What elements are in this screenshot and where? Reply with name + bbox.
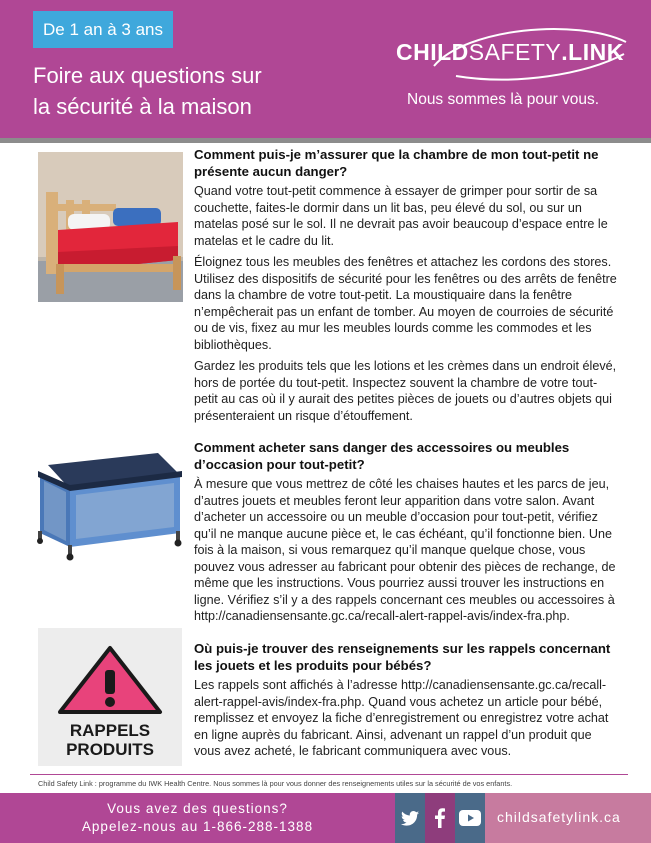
recall-label-line-2: PRODUITS bbox=[66, 740, 154, 759]
footer-note: Child Safety Link : programme du IWK Health Centre. Nous sommes là pour vous donner des renseignements utiles sur la sécurité de vos enfants. bbox=[38, 779, 513, 788]
contact-question: Vous avez des questions? bbox=[107, 801, 288, 816]
page-title-line-1: Foire aux questions sur bbox=[33, 63, 262, 88]
website-url[interactable]: childsafetylink.ca bbox=[497, 809, 621, 825]
logo-link: .LINK bbox=[561, 39, 624, 65]
section-paragraph: Éloignez tous les meubles des fenêtres et attachez les cordons des stores. Utilisez des dispositifs de sécurité pour les fenêtres ou des arrêts de fenêtre dans la chambre de votre tout-petit. La moustiquaire dans la fenêtre n’empêcherait pas un enfant de tomber. Au moyen de courroies de sécurité ou de vis, fixez au mur les meubles lourds comme les commodes et les bibliothèques. bbox=[194, 255, 617, 352]
youtube-icon bbox=[459, 810, 481, 826]
section-secondhand-furniture bbox=[194, 439, 619, 630]
logo-safety: SAFETY bbox=[468, 39, 562, 65]
product-recall-image bbox=[38, 628, 182, 766]
recall-label-line-1: RAPPELS bbox=[69, 721, 151, 740]
child-safety-link-logo bbox=[396, 34, 628, 80]
twitter-icon bbox=[401, 811, 419, 826]
section-paragraph: Quand votre tout-petit commence à essayer de grimper pour sortir de sa couchette, faites-le dormir dans un lit bas, peu élevé du sol, ou sur un matelas posé sur le sol. Il ne devrait pas avoir beaucoup d’espace entre le matelas et le cadre du lit. bbox=[194, 184, 608, 248]
page-header bbox=[0, 0, 651, 138]
facebook-link[interactable] bbox=[425, 793, 455, 843]
header-divider bbox=[0, 138, 651, 143]
page-title-line-2: la sécurité à la maison bbox=[33, 94, 252, 119]
section-paragraph: Les rappels sont affichés à l’adresse http://canadiensensante.gc.ca/recall-alert-rappel-avis/index-fra.php. Quand vous achetez un article pour bébé, remplissez et envoyez la fiche d’enregistrement ou enregistrez votre achat en ligne auprès du fabricant. Ainsi, advenant un rappel d’un produit que vous avez acheté, le fabricant communiquera avec vous. bbox=[194, 678, 609, 758]
youtube-link[interactable] bbox=[455, 793, 485, 843]
section-question: Comment puis-je m’assurer que la chambre de mon tout-petit ne présente aucun danger? bbox=[194, 147, 599, 179]
twitter-link[interactable] bbox=[395, 793, 425, 843]
logo-child: CHILD bbox=[396, 39, 469, 65]
contact-phone[interactable]: Appelez-nous au 1-866-288-1388 bbox=[81, 819, 314, 834]
logo-wordmark bbox=[396, 39, 624, 66]
section-paragraph: Gardez les produits tels que les lotions et les crèmes dans un endroit élevé, hors de portée du tout-petit. Inspectez souvent la chambre de votre tout-petit au cas où il y aurait des petites pièces de jouets ou d’autres objets qui présenteraient un risque d’étouffement. bbox=[194, 359, 617, 423]
play-yard-image bbox=[30, 445, 185, 565]
age-range-badge: De 1 an à 3 ans bbox=[33, 11, 173, 48]
section-bedroom-safety bbox=[194, 146, 619, 429]
section-question: Comment acheter sans danger des accessoires ou meubles d’occasion pour tout-petit? bbox=[194, 440, 570, 472]
section-product-recalls bbox=[194, 640, 619, 765]
facebook-icon bbox=[435, 808, 445, 828]
footer-divider bbox=[30, 774, 628, 775]
website-link[interactable] bbox=[485, 793, 651, 843]
footer-bar bbox=[0, 793, 651, 843]
section-paragraph: À mesure que vous mettrez de côté les chaises hautes et les parcs de jeu, d’autres jouets et meubles feront leur apparition dans votre salon. Avant d’acheter un accessoire ou un meuble d’occasion pour tout-petit, vérifiez qu’il ne manque aucune pièce et, le cas échéant, qu’il fonctionne bien. Une fois à la maison, si vous remarquez qu’il manque quelque chose, vous pouvez vous adresser au fabricant pour obtenir des pièces de rechange, de même que les instructions. Vous pourriez aussi trouver les instructions en ligne. Vérifiez s’il y a des rappels concernant ces meubles ou accessoires à http://canadiensensante.gc.ca/recall-alert-rappel-avis/index-fra.php. bbox=[194, 477, 616, 623]
section-question: Où puis-je trouver des renseignements sur les rappels concernant les jouets et les produits pour bébés? bbox=[194, 641, 611, 673]
page-title bbox=[33, 60, 363, 122]
tagline: Nous sommes là pour vous. bbox=[407, 91, 600, 108]
toddler-bed-image bbox=[38, 152, 183, 302]
contact-prompt bbox=[0, 800, 395, 836]
